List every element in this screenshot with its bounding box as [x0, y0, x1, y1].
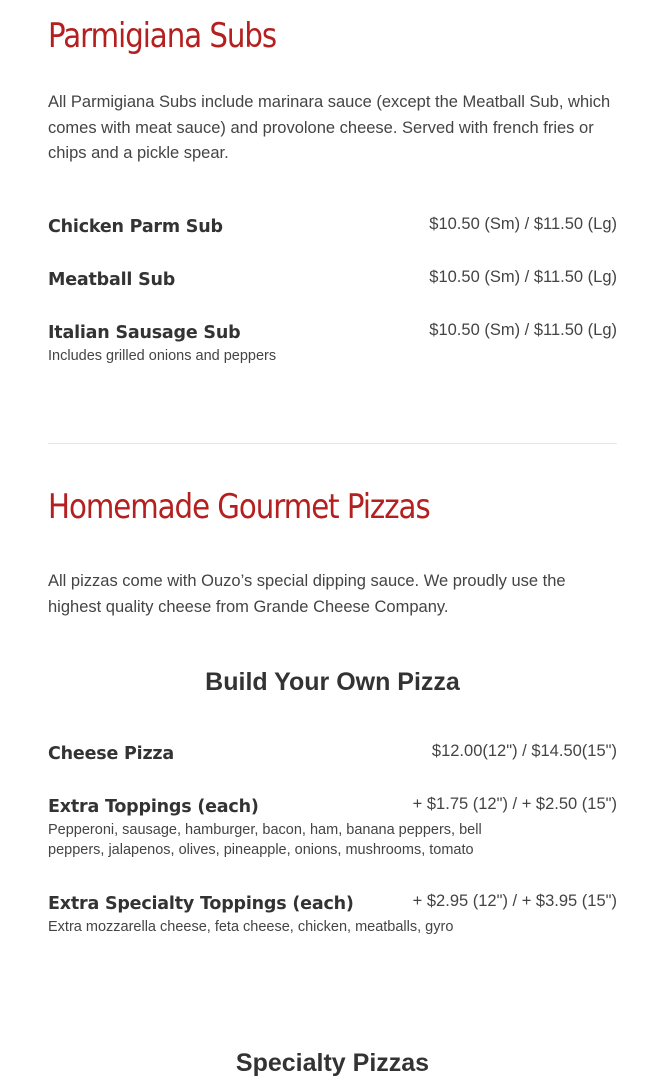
menu-item-meatball-sub — [48, 270, 617, 290]
build-your-own-heading: Build Your Own Pizza — [205, 668, 460, 696]
pizzas-section-title: Homemade Gourmet Pizzas — [48, 487, 430, 527]
menu-item-name: Cheese Pizza — [48, 744, 175, 764]
menu-item-price: $10.50 (Sm) / $11.50 (Lg) — [429, 215, 617, 233]
menu-item-price: $10.50 (Sm) / $11.50 (Lg) — [429, 321, 617, 339]
menu-item-name: Italian Sausage Sub — [48, 323, 241, 343]
menu-item-name: Chicken Parm Sub — [48, 217, 223, 237]
menu-item-description: Includes grilled onions and peppers — [48, 348, 277, 364]
menu-item-cheese-pizza — [48, 744, 617, 764]
menu-item-price: $12.00(12") / $14.50(15") — [431, 742, 617, 760]
menu-item-price: + $1.75 (12") / + $2.50 (15") — [412, 795, 617, 813]
subs-section-title: Parmigiana Subs — [48, 16, 277, 56]
menu-item-price: $10.50 (Sm) / $11.50 (Lg) — [429, 268, 617, 286]
menu-item-price: + $2.95 (12") / + $3.95 (15") — [412, 892, 617, 910]
specialty-pizzas-heading: Specialty Pizzas — [235, 1049, 430, 1077]
section-divider — [48, 443, 617, 444]
menu-item-description: Pepperoni, sausage, hamburger, bacon, ham, banana peppers, bell peppers, jalapenos, olives, pineapple, onions, mushrooms, tomato — [48, 822, 482, 858]
menu-item-name: Meatball Sub — [48, 270, 176, 290]
menu-item-extra-specialty-toppings — [48, 894, 617, 938]
menu-item-chicken-parm-sub — [48, 217, 617, 237]
menu-item-name: Extra Toppings (each) — [48, 797, 259, 817]
menu-item-extra-toppings — [48, 797, 617, 860]
menu-item-description: Extra mozzarella cheese, feta cheese, chicken, meatballs, gyro — [48, 919, 454, 935]
pizzas-intro: All pizzas come with Ouzo’s special dipping sauce. We proudly use the highest quality cheese from Grande Cheese Company. — [48, 572, 566, 616]
subs-intro: All Parmigiana Subs include marinara sauce (except the Meatball Sub, which comes with meat sauce) and provolone cheese. Served with french fries or chips and a pickle spear. — [48, 93, 611, 162]
menu-item-name: Extra Specialty Toppings (each) — [48, 894, 354, 914]
menu-item-italian-sausage-sub — [48, 323, 617, 367]
